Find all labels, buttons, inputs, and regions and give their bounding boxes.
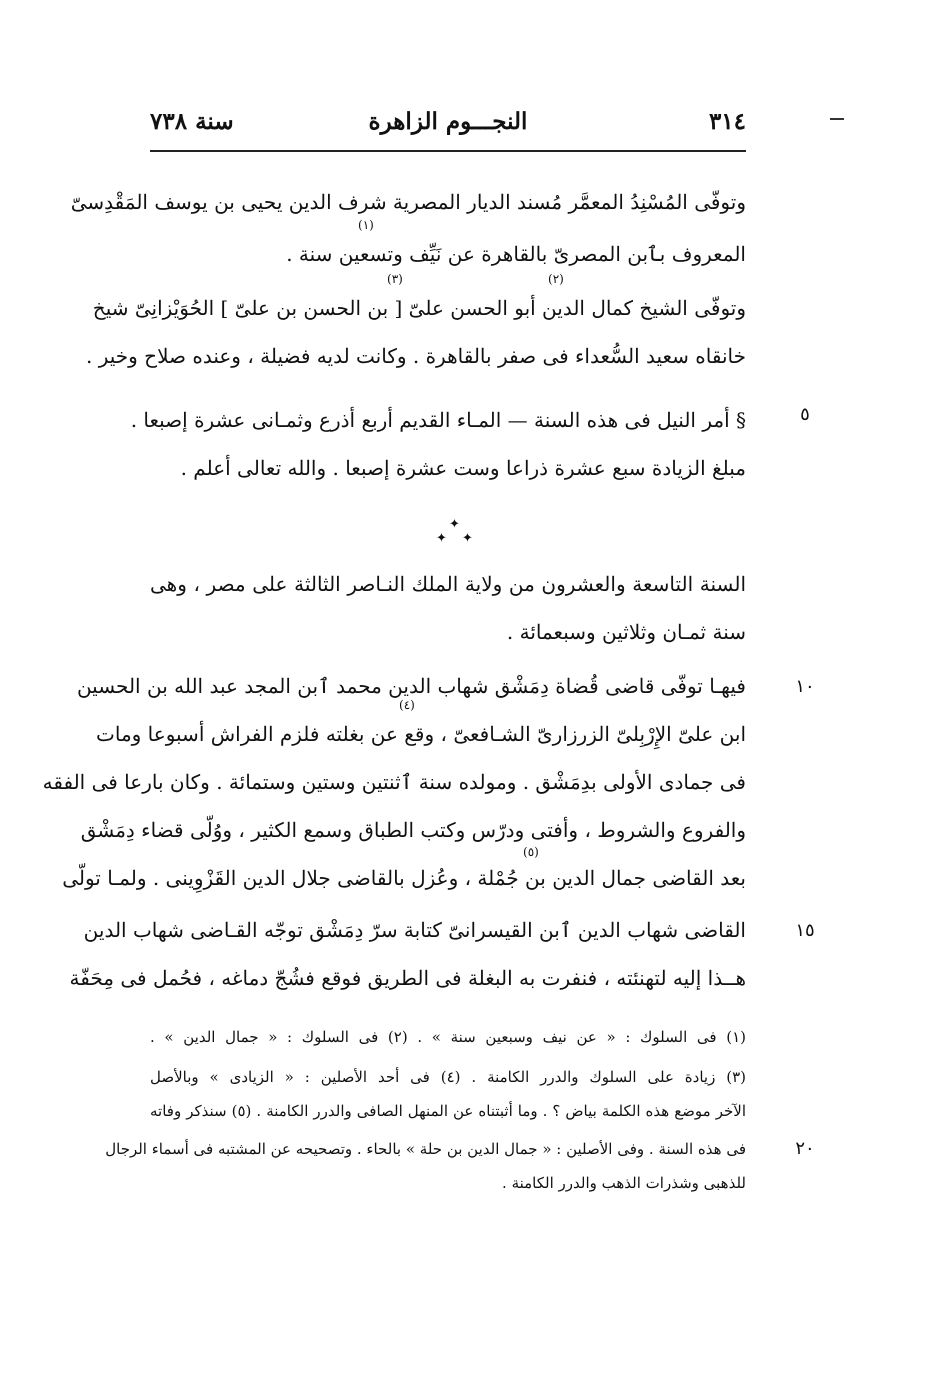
- header-year: سنة ٧٣٨: [150, 108, 234, 135]
- body-line-7: السنة التاسعة والعشرون من ولاية الملك النـاصر الثالثة على مصر ، وهى: [150, 572, 746, 596]
- page-number: ٣١٤: [708, 108, 746, 135]
- line-number-20: ٢٠: [795, 1138, 815, 1159]
- line-number-15: ١٥: [795, 920, 815, 941]
- note-ref-5: (٥): [523, 845, 539, 859]
- body-line-8: سنة ثمـان وثلاثين وسبعمائة .: [506, 620, 746, 644]
- body-line-2: المعروف بٱبن المصرىّ بالقاهرة عن نَيِّف وتسعين سنة .: [286, 242, 746, 266]
- footnote-line-1: (١) فى السلوك : « عن نيف وسبعين سنة » . (٢) فى السلوك : « جمال الدين » .: [150, 1028, 746, 1046]
- ornament-star-right: ✦: [462, 531, 473, 546]
- line-number-5: ٥: [800, 404, 810, 425]
- footnote-line-4: فى هذه السنة . وفى الأصلين : « جمال الدين بن حلة » بالحاء . وتصحيحه عن المشتبه فى أسماء الرجال: [105, 1140, 746, 1158]
- note-ref-1: (١): [358, 218, 374, 232]
- footnote-line-5: للذهبى وشذرات الذهب والدرر الكامنة .: [502, 1174, 746, 1192]
- running-header: [150, 108, 746, 148]
- body-line-1: وتوفّى المُسْنِدُ المعمَّر مُسند الديار المصرية شرف الدين يحيى بن يوسف المَقْدِسىّ: [70, 190, 746, 214]
- body-line-12: والفروع والشروط ، وأفتى ودرّس وكتب الطباق وسمع الكثير ، ووُلّى قضاء دِمَشْق: [80, 818, 746, 842]
- body-line-14: القاضى شهاب الدين ٱبن القيسرانىّ كتابة سرّ دِمَشْق توجّه القـاضى شهاب الدين: [83, 918, 746, 942]
- section-ornament: [430, 518, 480, 548]
- ornament-star-left: ✦: [436, 531, 447, 546]
- book-title: النجـــوم الزاهرة: [368, 108, 528, 135]
- note-ref-3: (٣): [387, 272, 403, 286]
- note-ref-4: (٤): [399, 698, 415, 712]
- body-line-11: فى جمادى الأولى بدِمَشْق . ومولده سنة ٱثنتين وستين وستمائة . وكان بارعا فى الفقه: [42, 770, 746, 794]
- body-line-10: ابن علىّ الإِرْبِلىّ الزرزارىّ الشـافعىّ ، وقع عن بغلته فلزم الفراش أسبوعا ومات: [96, 722, 746, 746]
- body-line-9: فيهـا توفّى قاضى قُضاة دِمَشْق شهاب الدين محمد ٱبن المجد عبد الله بن الحسين: [76, 674, 746, 698]
- body-line-6: مبلغ الزيادة سبع عشرة ذراعا وست عشرة إصبعا . والله تعالى أعلم .: [180, 456, 746, 480]
- body-line-13: بعد القاضى جمال الدين بن جُمْلة ، وعُزل بالقاضى جلال الدين القَزْوِينى . ولمـا تولّى: [62, 866, 746, 890]
- footnote-line-3: الآخر موضع هذه الكلمة بياض ؟ . وما أثبتناه عن المنهل الصافى والدرر الكامنة . (٥) سنذكر وفاته: [150, 1102, 746, 1120]
- footnote-line-2: (٣) زيادة على السلوك والدرر الكامنة . (٤) فى أحد الأصلين : « الزيادى » وبالأصل: [150, 1068, 746, 1086]
- line-number-10: ١٠: [795, 676, 815, 697]
- note-ref-2: (٢): [548, 272, 564, 286]
- ornament-star-top: ✦: [449, 517, 460, 532]
- margin-dash: [830, 118, 844, 120]
- header-rule: [150, 150, 746, 152]
- body-line-3: وتوفّى الشيخ كمال الدين أبو الحسن علىّ [ بن الحسن بن علىّ ] الحُوَيْزانِىّ شيخ: [92, 296, 746, 320]
- body-line-5: § أمر النيل فى هذه السنة — المـاء القديم أربع أذرع وثمـانى عشرة إصبعا .: [130, 408, 746, 432]
- body-line-15: هــذا إليه لتهنئته ، فنفرت به البغلة فى الطريق فوقع فشُجّ دماغه ، فحُمل فى مِحَفّة: [69, 966, 746, 990]
- body-line-4: خانقاه سعيد السُّعداء فى صفر بالقاهرة . وكانت لديه فضيلة ، وعنده صلاح وخير .: [86, 344, 746, 368]
